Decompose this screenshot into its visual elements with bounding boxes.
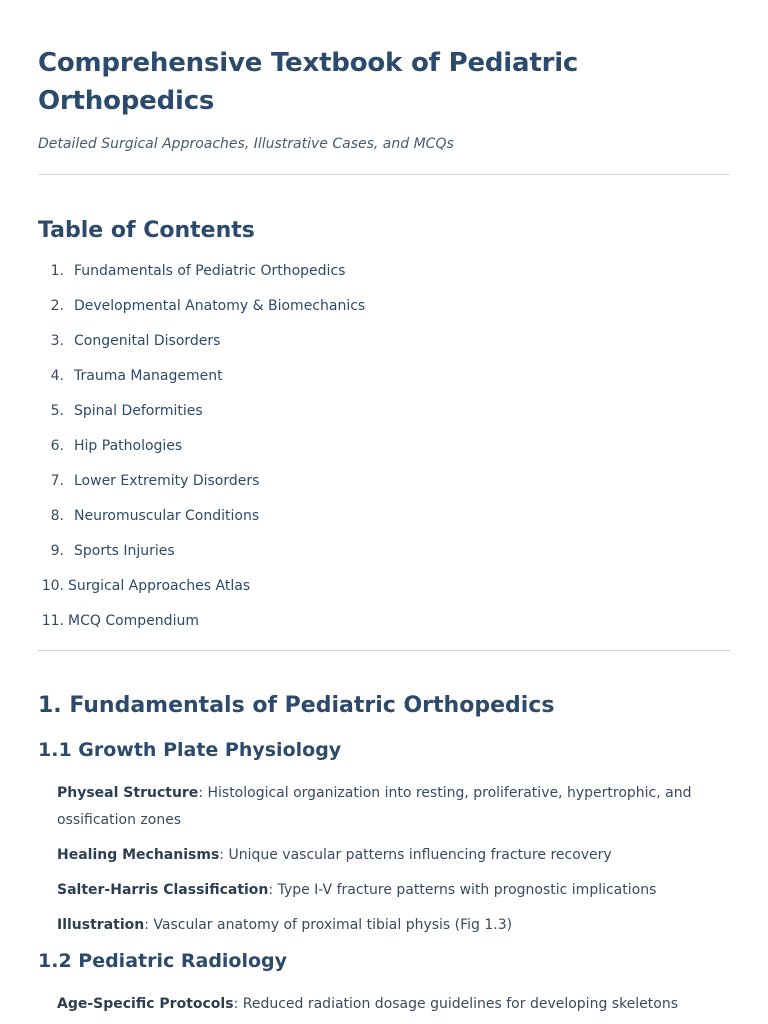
toc-link-mcq-compendium[interactable]: MCQ Compendium: [68, 613, 199, 629]
item-text: : Vascular anatomy of proximal tibial physis (Fig 1.3): [144, 917, 513, 933]
toc-item-11[interactable]: [38, 611, 730, 646]
radiology-list: [57, 991, 730, 1018]
item-term: Age-Specific Protocols: [57, 996, 234, 1012]
section-title-radiology: 1.2 Pediatric Radiology: [38, 950, 288, 972]
section-title-growth-plate: 1.1 Growth Plate Physiology: [38, 739, 342, 761]
toc-link-hip-pathologies[interactable]: Hip Pathologies: [74, 438, 183, 454]
toc-item-7[interactable]: [38, 471, 730, 506]
toc-link-neuromuscular[interactable]: Neuromuscular Conditions: [74, 508, 260, 524]
chapter-title: 1. Fundamentals of Pediatric Orthopedics: [38, 693, 555, 718]
growth-plate-list: [57, 780, 730, 939]
toc-heading: Table of Contents: [38, 218, 255, 243]
toc-number: 2.: [50, 298, 64, 314]
toc-number: 11.: [41, 613, 64, 629]
toc-item-8[interactable]: [38, 506, 730, 541]
toc-link-spinal-deformities[interactable]: Spinal Deformities: [74, 403, 203, 419]
toc-item-1[interactable]: [38, 261, 730, 296]
toc-item-10[interactable]: [38, 576, 730, 611]
item-text: : Type I-V fracture patterns with prognostic implications: [268, 882, 657, 898]
item-text: : Reduced radiation dosage guidelines for developing skeletons: [233, 996, 679, 1012]
list-item: [57, 912, 730, 939]
header-divider: [38, 174, 730, 175]
toc-link-developmental-anatomy[interactable]: Developmental Anatomy & Biomechanics: [74, 298, 366, 314]
list-item: [57, 991, 730, 1018]
document-page: [38, 0, 730, 1018]
toc-link-trauma-management[interactable]: Trauma Management: [74, 368, 223, 384]
book-subtitle: Detailed Surgical Approaches, Illustrative Cases, and MCQs: [38, 136, 454, 152]
toc-number: 6.: [50, 438, 64, 454]
list-item: [57, 780, 730, 834]
item-term: Illustration: [57, 917, 145, 933]
book-title: Comprehensive Textbook of Pediatric Orthopedics: [38, 48, 579, 116]
toc-number: 10.: [41, 578, 64, 594]
toc-number: 3.: [50, 333, 64, 349]
list-item: [57, 877, 730, 904]
toc-number: 4.: [50, 368, 64, 384]
toc-number: 7.: [50, 473, 64, 489]
toc-item-6[interactable]: [38, 436, 730, 471]
toc-item-4[interactable]: [38, 366, 730, 401]
toc-number: 5.: [50, 403, 64, 419]
toc-link-fundamentals[interactable]: Fundamentals of Pediatric Orthopedics: [74, 263, 346, 279]
toc-number: 8.: [50, 508, 64, 524]
list-item: [57, 842, 730, 869]
item-term: Salter-Harris Classification: [57, 882, 269, 898]
toc-link-surgical-approaches[interactable]: Surgical Approaches Atlas: [68, 578, 251, 594]
toc-item-5[interactable]: [38, 401, 730, 436]
toc-item-3[interactable]: [38, 331, 730, 366]
item-text: : Histological organization into resting, proliferative, hypertrophic, and ossification zones: [57, 785, 692, 828]
toc-number: 1.: [50, 263, 64, 279]
toc-item-9[interactable]: [38, 541, 730, 576]
item-text: : Unique vascular patterns influencing fracture recovery: [219, 847, 612, 863]
toc-divider: [38, 650, 730, 651]
toc-link-sports-injuries[interactable]: Sports Injuries: [74, 543, 175, 559]
toc-link-congenital-disorders[interactable]: Congenital Disorders: [74, 333, 221, 349]
toc-item-2[interactable]: [38, 296, 730, 331]
toc-number: 9.: [50, 543, 64, 559]
item-term: Physeal Structure: [57, 785, 199, 801]
item-term: Healing Mechanisms: [57, 847, 220, 863]
toc-list: [38, 261, 730, 646]
toc-link-lower-extremity[interactable]: Lower Extremity Disorders: [74, 473, 260, 489]
